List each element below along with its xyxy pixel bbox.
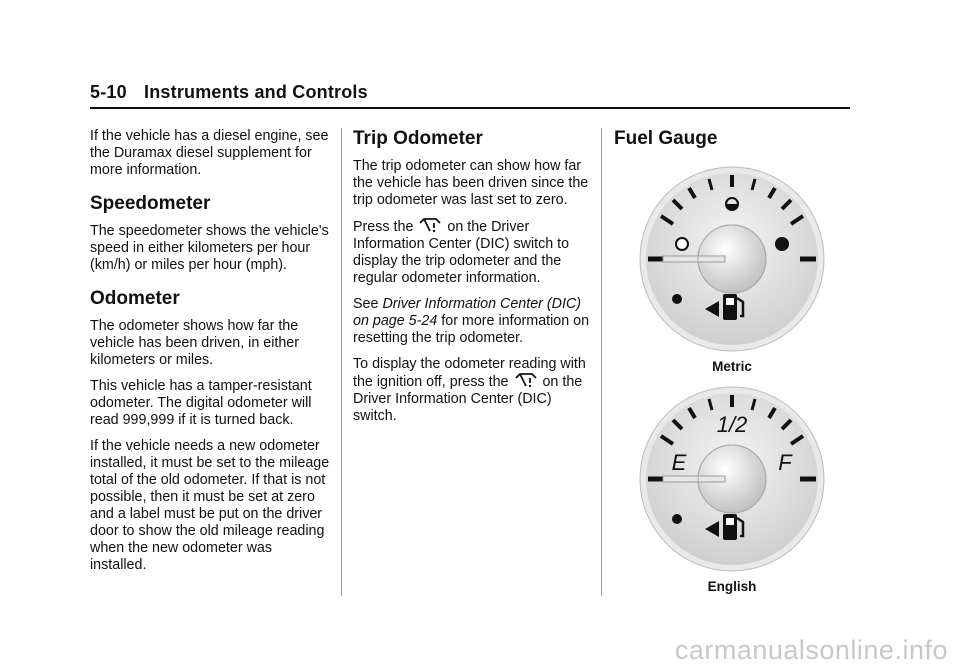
trip-odometer-heading: Trip Odometer — [353, 128, 483, 149]
empty-label: E — [671, 450, 687, 475]
metric-caption: Metric — [712, 359, 752, 374]
half-label: 1/2 — [716, 412, 748, 437]
page-header — [90, 82, 850, 109]
odometer-text-3: If the vehicle needs a new odometer installed, it must be set to the mileage total of the old odometer. If that is not possible, then it must be set at zero and a label must be put on the driver door to show the old mileage reading when the new odometer was installed. — [90, 438, 330, 573]
metric-gauge-figure — [614, 164, 850, 375]
dic-trip-button-icon — [419, 218, 441, 233]
trip-text-3: See Driver Information Center (DIC) on page 5-24 for more information on resetting the trip odometer. — [353, 296, 590, 346]
column-divider — [341, 128, 342, 596]
dic-trip-button-icon — [515, 373, 537, 388]
trip-text-4: To display the odometer reading with the ignition off, press the on the Driver Information Center (DIC) switch. — [353, 356, 586, 424]
odometer-heading: Odometer — [90, 288, 180, 309]
odometer-text-1: The odometer shows how far the vehicle has been driven, in either kilometers or miles. — [90, 318, 300, 368]
speedometer-text: The speedometer shows the vehicle's speed in either kilometers per hour (km/h) or miles per hour (mph). — [90, 223, 329, 273]
watermark: carmanualsonline.info — [674, 635, 948, 665]
english-fuel-gauge — [637, 384, 827, 574]
trip-text-2: Press the on the Driver Information Center (DIC) switch to display the trip odometer and the regular odometer information. — [353, 219, 570, 286]
full-label: F — [778, 450, 792, 475]
column-middle — [353, 128, 591, 434]
page-number: 5-10 — [90, 82, 127, 102]
column-left — [90, 128, 330, 583]
trip-text-1: The trip odometer can show how far the vehicle has been driven since the trip odometer was last set to zero. — [353, 158, 589, 208]
speedometer-heading: Speedometer — [90, 193, 211, 214]
column-divider — [601, 128, 602, 596]
dic-cross-reference: Driver Information Center (DIC) on page 5-24 — [353, 296, 582, 329]
diesel-intro: If the vehicle has a diesel engine, see the Duramax diesel supplement for more information. — [90, 128, 329, 178]
metric-fuel-gauge — [637, 164, 827, 354]
section-title: Instruments and Controls — [144, 82, 368, 102]
fuel-gauge-heading: Fuel Gauge — [614, 128, 718, 149]
column-right — [614, 128, 850, 594]
odometer-text-2: This vehicle has a tamper-resistant odometer. The digital odometer will read 999,999 if it is turned back. — [90, 378, 312, 428]
english-caption: English — [707, 579, 757, 594]
english-gauge-figure — [614, 384, 850, 595]
